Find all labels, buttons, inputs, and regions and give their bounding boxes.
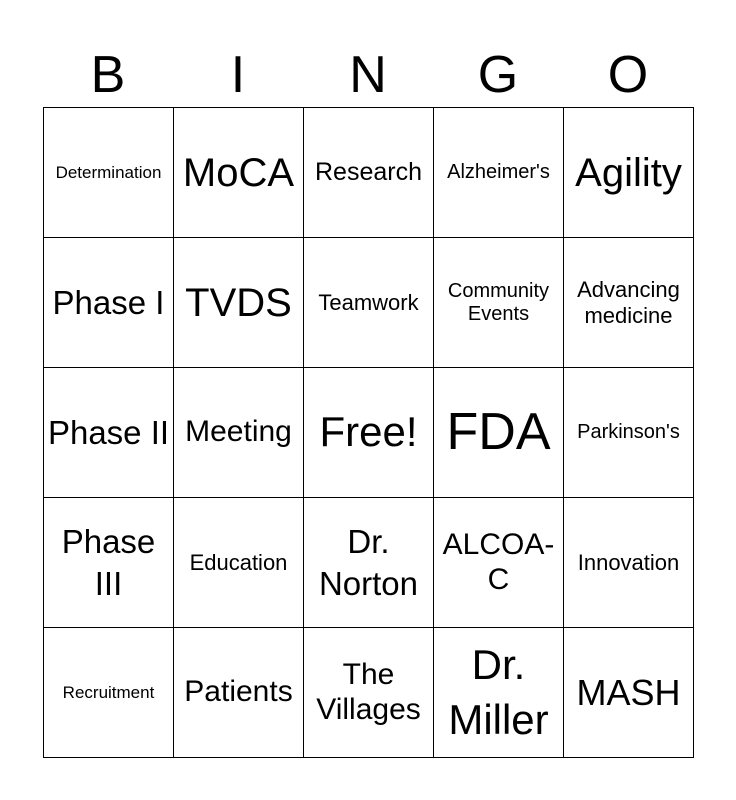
bingo-cell bbox=[44, 498, 174, 628]
bingo-header bbox=[43, 44, 693, 106]
cell-label: MoCA bbox=[182, 150, 295, 195]
bingo-cell bbox=[44, 238, 174, 368]
bingo-cell bbox=[564, 628, 694, 758]
bingo-cell bbox=[434, 628, 564, 758]
header-letter-o: O bbox=[607, 46, 649, 104]
free-space-label: Free! bbox=[319, 408, 418, 456]
bingo-cell bbox=[174, 368, 304, 498]
cell-label: ALCOA-C bbox=[442, 528, 555, 596]
cell-label: Alzheimer's bbox=[447, 161, 550, 183]
bingo-cell bbox=[564, 238, 694, 368]
bingo-cell bbox=[434, 108, 564, 238]
bingo-board bbox=[43, 107, 694, 758]
bingo-cell bbox=[44, 108, 174, 238]
cell-label: Community Events bbox=[447, 279, 550, 325]
bingo-cell bbox=[564, 368, 694, 498]
bingo-cell bbox=[564, 108, 694, 238]
header-letter-b: B bbox=[90, 46, 126, 104]
cell-label: TVDS bbox=[185, 280, 292, 325]
header-letter-i: I bbox=[230, 46, 246, 104]
bingo-cell bbox=[44, 628, 174, 758]
cell-label: Phase I bbox=[52, 283, 165, 321]
cell-label: The Villages bbox=[316, 658, 421, 726]
cell-label: Dr. Miller bbox=[448, 640, 549, 743]
cell-label: Agility bbox=[575, 150, 682, 195]
bingo-cell bbox=[174, 498, 304, 628]
header-letter-g: G bbox=[477, 46, 519, 104]
bingo-cell bbox=[174, 238, 304, 368]
cell-label: Teamwork bbox=[318, 289, 419, 315]
cell-label: Determination bbox=[55, 162, 162, 182]
bingo-cell bbox=[434, 368, 564, 498]
bingo-cell bbox=[564, 498, 694, 628]
header-letter-n: N bbox=[349, 46, 387, 104]
cell-label: Parkinson's bbox=[577, 421, 680, 443]
bingo-cell bbox=[304, 628, 434, 758]
cell-label: Meeting bbox=[185, 415, 292, 449]
bingo-cell bbox=[434, 498, 564, 628]
bingo-cell bbox=[304, 498, 434, 628]
cell-label: Phase III bbox=[61, 523, 156, 602]
bingo-cell bbox=[44, 368, 174, 498]
cell-label: Dr. Norton bbox=[318, 523, 419, 602]
cell-label: Research bbox=[315, 158, 422, 187]
bingo-cell bbox=[174, 628, 304, 758]
bingo-cell bbox=[174, 108, 304, 238]
cell-label: Phase II bbox=[47, 413, 170, 451]
bingo-cell free-space bbox=[304, 368, 434, 498]
cell-label: Recruitment bbox=[62, 682, 155, 702]
cell-label: Patients bbox=[184, 675, 293, 709]
cell-label: Education bbox=[189, 549, 288, 575]
cell-label: FDA bbox=[446, 402, 551, 461]
bingo-cell bbox=[304, 108, 434, 238]
cell-label: Innovation bbox=[577, 549, 680, 575]
cell-label: MASH bbox=[576, 671, 681, 713]
cell-label: Advancing medicine bbox=[577, 277, 680, 328]
bingo-cell bbox=[434, 238, 564, 368]
bingo-cell bbox=[304, 238, 434, 368]
